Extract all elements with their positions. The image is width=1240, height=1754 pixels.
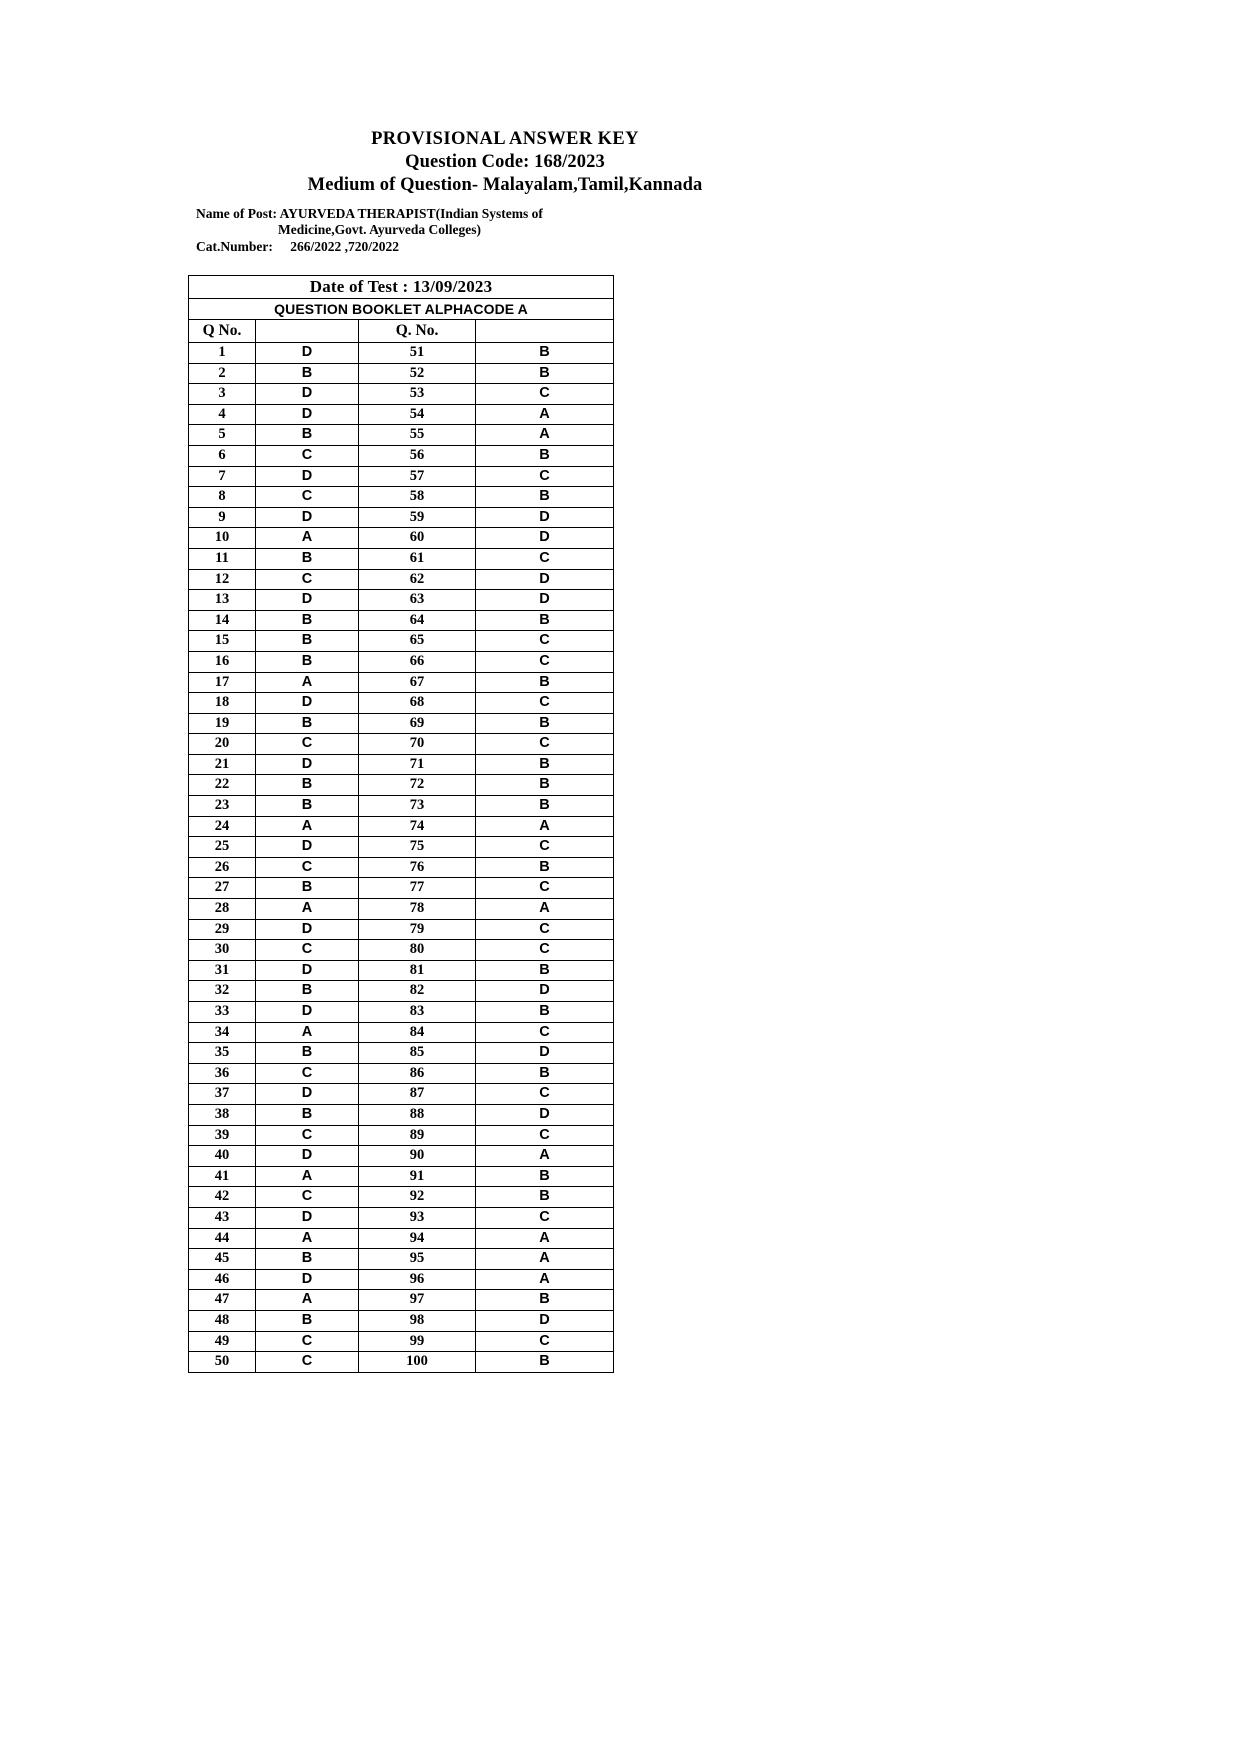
question-number-right: 70: [359, 734, 476, 755]
alphacode-row: [189, 299, 614, 320]
question-number-right: 55: [359, 425, 476, 446]
question-number-left: 13: [189, 590, 256, 611]
question-number-left: 28: [189, 899, 256, 920]
question-number-right: 79: [359, 919, 476, 940]
answer-left: B: [256, 878, 359, 899]
table-row: [189, 816, 614, 837]
answer-right: B: [476, 363, 614, 384]
question-number-right: 58: [359, 487, 476, 508]
answer-left: B: [256, 1104, 359, 1125]
answer-right: C: [476, 466, 614, 487]
question-number-left: 40: [189, 1146, 256, 1167]
question-number-left: 7: [189, 466, 256, 487]
name-of-post-value-line2: Medicine,Govt. Ayurveda Colleges): [278, 222, 481, 237]
document-header: [0, 128, 1010, 197]
answer-left: B: [256, 651, 359, 672]
table-row: [189, 610, 614, 631]
question-number-left: 11: [189, 548, 256, 569]
question-number-right: 53: [359, 384, 476, 405]
table-row: [189, 1310, 614, 1331]
name-of-post-value: AYURVEDA THERAPIST(Indian Systems of: [279, 206, 543, 221]
question-number-left: 37: [189, 1084, 256, 1105]
table-row: [189, 1352, 614, 1373]
answer-left: A: [256, 528, 359, 549]
question-number-right: 93: [359, 1207, 476, 1228]
table-row: [189, 960, 614, 981]
answer-left: D: [256, 1084, 359, 1105]
answer-left: D: [256, 837, 359, 858]
answer-left: D: [256, 384, 359, 405]
answer-left: C: [256, 940, 359, 961]
question-number-right: 60: [359, 528, 476, 549]
column-header-qno-left: Q No.: [189, 320, 256, 343]
table-row: [189, 672, 614, 693]
answer-right: B: [476, 713, 614, 734]
question-number-right: 66: [359, 651, 476, 672]
question-number-left: 20: [189, 734, 256, 755]
question-number-left: 16: [189, 651, 256, 672]
answer-left: C: [256, 1352, 359, 1373]
name-of-post-row-2: [196, 222, 796, 238]
answer-left: D: [256, 466, 359, 487]
question-number-right: 87: [359, 1084, 476, 1105]
answer-left: A: [256, 672, 359, 693]
table-row: [189, 528, 614, 549]
table-row: [189, 1249, 614, 1270]
answer-right: C: [476, 693, 614, 714]
answer-left: D: [256, 919, 359, 940]
answer-right: A: [476, 1269, 614, 1290]
table-row: [189, 1002, 614, 1023]
table-row: [189, 466, 614, 487]
answer-left: C: [256, 1331, 359, 1352]
answer-left: B: [256, 796, 359, 817]
column-header-answer-left: [256, 320, 359, 343]
answer-right: A: [476, 425, 614, 446]
question-number-left: 50: [189, 1352, 256, 1373]
question-number-left: 39: [189, 1125, 256, 1146]
column-header-row: [189, 320, 614, 343]
answer-left: C: [256, 1125, 359, 1146]
question-number-right: 64: [359, 610, 476, 631]
answer-left: B: [256, 631, 359, 652]
answer-right: C: [476, 734, 614, 755]
answer-left: B: [256, 610, 359, 631]
page-title: PROVISIONAL ANSWER KEY: [371, 129, 639, 149]
table-row: [189, 981, 614, 1002]
table-row: [189, 713, 614, 734]
answer-right: C: [476, 384, 614, 405]
question-number-left: 23: [189, 796, 256, 817]
answer-left: D: [256, 693, 359, 714]
table-row: [189, 1043, 614, 1064]
question-number-right: 52: [359, 363, 476, 384]
question-number-right: 99: [359, 1331, 476, 1352]
question-number-right: 65: [359, 631, 476, 652]
question-number-right: 57: [359, 466, 476, 487]
question-number-left: 19: [189, 713, 256, 734]
question-number-right: 82: [359, 981, 476, 1002]
question-number-left: 3: [189, 384, 256, 405]
answer-left: B: [256, 363, 359, 384]
table-row: [189, 569, 614, 590]
answer-right: B: [476, 672, 614, 693]
question-number-left: 2: [189, 363, 256, 384]
question-number-right: 77: [359, 878, 476, 899]
answer-right: C: [476, 837, 614, 858]
answer-left: B: [256, 1249, 359, 1270]
answer-right: B: [476, 857, 614, 878]
question-number-right: 83: [359, 1002, 476, 1023]
question-number-right: 78: [359, 899, 476, 920]
question-number-left: 44: [189, 1228, 256, 1249]
table-row: [189, 343, 614, 364]
answer-right: A: [476, 899, 614, 920]
answer-right: B: [476, 796, 614, 817]
table-row: [189, 1290, 614, 1311]
answer-left: C: [256, 1187, 359, 1208]
table-row: [189, 384, 614, 405]
answer-right: C: [476, 919, 614, 940]
question-number-right: 62: [359, 569, 476, 590]
question-number-right: 69: [359, 713, 476, 734]
question-number-left: 10: [189, 528, 256, 549]
question-number-left: 43: [189, 1207, 256, 1228]
question-number-right: 59: [359, 507, 476, 528]
table-row: [189, 1104, 614, 1125]
question-number-left: 32: [189, 981, 256, 1002]
question-number-right: 80: [359, 940, 476, 961]
answer-right: C: [476, 878, 614, 899]
table-row: [189, 1125, 614, 1146]
answer-right: D: [476, 1043, 614, 1064]
question-number-left: 45: [189, 1249, 256, 1270]
question-number-right: 61: [359, 548, 476, 569]
name-of-post-label: Name of Post:: [196, 206, 277, 221]
answer-key-table-container: [188, 275, 613, 1373]
post-details: [196, 206, 796, 255]
table-row: [189, 754, 614, 775]
answer-left: C: [256, 734, 359, 755]
answer-left: D: [256, 507, 359, 528]
medium-of-question: Medium of Question- Malayalam,Tamil,Kannada: [307, 175, 703, 195]
question-number-left: 14: [189, 610, 256, 631]
question-number-left: 46: [189, 1269, 256, 1290]
table-row: [189, 1022, 614, 1043]
question-number-left: 24: [189, 816, 256, 837]
answer-left: B: [256, 713, 359, 734]
table-row: [189, 899, 614, 920]
answer-left: D: [256, 754, 359, 775]
question-number-right: 51: [359, 343, 476, 364]
answer-left: D: [256, 590, 359, 611]
question-number-left: 9: [189, 507, 256, 528]
table-row: [189, 631, 614, 652]
table-row: [189, 1146, 614, 1167]
question-number-right: 68: [359, 693, 476, 714]
table-row: [189, 857, 614, 878]
question-number-right: 71: [359, 754, 476, 775]
question-number-right: 88: [359, 1104, 476, 1125]
answer-right: C: [476, 651, 614, 672]
question-number-right: 75: [359, 837, 476, 858]
answer-right: A: [476, 816, 614, 837]
answer-key-table: [188, 275, 614, 1373]
question-number-right: 72: [359, 775, 476, 796]
question-number-right: 81: [359, 960, 476, 981]
question-code: Question Code: 168/2023: [405, 152, 605, 172]
question-number-right: 54: [359, 404, 476, 425]
answer-left: A: [256, 1290, 359, 1311]
answer-left: B: [256, 425, 359, 446]
question-number-right: 63: [359, 590, 476, 611]
question-number-right: 74: [359, 816, 476, 837]
answer-right: D: [476, 569, 614, 590]
table-row: [189, 425, 614, 446]
answer-left: B: [256, 981, 359, 1002]
table-row: [189, 1331, 614, 1352]
question-number-left: 36: [189, 1063, 256, 1084]
answer-right: D: [476, 1104, 614, 1125]
table-row: [189, 1228, 614, 1249]
answer-right: D: [476, 590, 614, 611]
question-number-right: 92: [359, 1187, 476, 1208]
question-number-left: 12: [189, 569, 256, 590]
answer-left: A: [256, 1166, 359, 1187]
answer-right: B: [476, 1352, 614, 1373]
answer-right: B: [476, 775, 614, 796]
table-row: [189, 1166, 614, 1187]
table-row: [189, 363, 614, 384]
answer-left: D: [256, 960, 359, 981]
question-number-left: 47: [189, 1290, 256, 1311]
cat-number-label: Cat.Number:: [196, 239, 273, 254]
question-number-right: 56: [359, 445, 476, 466]
table-row: [189, 404, 614, 425]
answer-right: A: [476, 1249, 614, 1270]
table-row: [189, 590, 614, 611]
question-number-left: 8: [189, 487, 256, 508]
question-number-left: 49: [189, 1331, 256, 1352]
answer-right: C: [476, 548, 614, 569]
question-number-right: 91: [359, 1166, 476, 1187]
table-row: [189, 1187, 614, 1208]
question-number-left: 35: [189, 1043, 256, 1064]
table-row: [189, 1063, 614, 1084]
answer-left: B: [256, 548, 359, 569]
answer-left: B: [256, 1043, 359, 1064]
answer-left: D: [256, 1269, 359, 1290]
answer-left: C: [256, 857, 359, 878]
table-row: [189, 796, 614, 817]
question-number-left: 1: [189, 343, 256, 364]
question-number-right: 89: [359, 1125, 476, 1146]
question-number-left: 30: [189, 940, 256, 961]
question-number-right: 100: [359, 1352, 476, 1373]
question-number-right: 97: [359, 1290, 476, 1311]
answer-left: D: [256, 1002, 359, 1023]
answer-right: D: [476, 507, 614, 528]
table-row: [189, 919, 614, 940]
question-number-right: 95: [359, 1249, 476, 1270]
question-number-left: 21: [189, 754, 256, 775]
answer-left: B: [256, 1310, 359, 1331]
answer-right: A: [476, 404, 614, 425]
question-number-left: 15: [189, 631, 256, 652]
answer-left: D: [256, 404, 359, 425]
answer-left: D: [256, 1146, 359, 1167]
name-of-post-row: [196, 206, 796, 222]
answer-left: C: [256, 445, 359, 466]
answer-left: A: [256, 899, 359, 920]
question-number-right: 96: [359, 1269, 476, 1290]
question-number-right: 98: [359, 1310, 476, 1331]
answer-right: B: [476, 1166, 614, 1187]
table-row: [189, 878, 614, 899]
question-number-left: 31: [189, 960, 256, 981]
table-row: [189, 775, 614, 796]
answer-right: B: [476, 1187, 614, 1208]
answer-right: C: [476, 940, 614, 961]
question-number-left: 17: [189, 672, 256, 693]
question-number-right: 67: [359, 672, 476, 693]
question-number-left: 34: [189, 1022, 256, 1043]
table-row: [189, 487, 614, 508]
question-number-left: 25: [189, 837, 256, 858]
answer-left: A: [256, 1228, 359, 1249]
question-number-left: 5: [189, 425, 256, 446]
table-row: [189, 445, 614, 466]
column-header-qno-right: Q. No.: [359, 320, 476, 343]
cat-number-row: [196, 239, 796, 255]
answer-right: B: [476, 487, 614, 508]
column-header-answer-right: [476, 320, 614, 343]
answer-right: C: [476, 631, 614, 652]
answer-right: B: [476, 1063, 614, 1084]
answer-right: B: [476, 754, 614, 775]
answer-left: B: [256, 775, 359, 796]
question-number-left: 48: [189, 1310, 256, 1331]
answer-right: B: [476, 1002, 614, 1023]
answer-right: C: [476, 1125, 614, 1146]
table-row: [189, 507, 614, 528]
question-number-right: 90: [359, 1146, 476, 1167]
cat-number-value: 266/2022 ,720/2022: [290, 239, 400, 254]
answer-left: D: [256, 343, 359, 364]
answer-right: D: [476, 528, 614, 549]
table-row: [189, 1084, 614, 1105]
answer-right: B: [476, 343, 614, 364]
answer-right: B: [476, 445, 614, 466]
answer-left: C: [256, 487, 359, 508]
date-of-test-cell: Date of Test : 13/09/2023: [189, 276, 614, 299]
question-number-left: 4: [189, 404, 256, 425]
answer-right: A: [476, 1146, 614, 1167]
question-number-left: 22: [189, 775, 256, 796]
answer-left: A: [256, 1022, 359, 1043]
answer-left: D: [256, 1207, 359, 1228]
answer-right: A: [476, 1228, 614, 1249]
question-number-left: 26: [189, 857, 256, 878]
answer-right: B: [476, 960, 614, 981]
question-number-right: 76: [359, 857, 476, 878]
question-number-left: 6: [189, 445, 256, 466]
question-number-right: 84: [359, 1022, 476, 1043]
answer-left: C: [256, 1063, 359, 1084]
answer-right: D: [476, 981, 614, 1002]
answer-right: C: [476, 1022, 614, 1043]
answer-right: C: [476, 1084, 614, 1105]
table-row: [189, 651, 614, 672]
answer-right: C: [476, 1331, 614, 1352]
question-number-left: 27: [189, 878, 256, 899]
question-number-left: 42: [189, 1187, 256, 1208]
answer-right: D: [476, 1310, 614, 1331]
table-row: [189, 940, 614, 961]
table-row: [189, 1269, 614, 1290]
question-number-left: 41: [189, 1166, 256, 1187]
question-number-right: 85: [359, 1043, 476, 1064]
question-number-left: 33: [189, 1002, 256, 1023]
question-number-left: 29: [189, 919, 256, 940]
alphacode-cell: QUESTION BOOKLET ALPHACODE A: [189, 299, 614, 320]
answer-left: A: [256, 816, 359, 837]
question-number-right: 94: [359, 1228, 476, 1249]
question-number-right: 73: [359, 796, 476, 817]
table-row: [189, 734, 614, 755]
answer-right: C: [476, 1207, 614, 1228]
question-number-right: 86: [359, 1063, 476, 1084]
table-row: [189, 693, 614, 714]
answer-right: B: [476, 610, 614, 631]
table-row: [189, 837, 614, 858]
question-number-left: 38: [189, 1104, 256, 1125]
answer-right: B: [476, 1290, 614, 1311]
question-number-left: 18: [189, 693, 256, 714]
answer-left: C: [256, 569, 359, 590]
table-row: [189, 1207, 614, 1228]
date-of-test-row: [189, 276, 614, 299]
table-row: [189, 548, 614, 569]
